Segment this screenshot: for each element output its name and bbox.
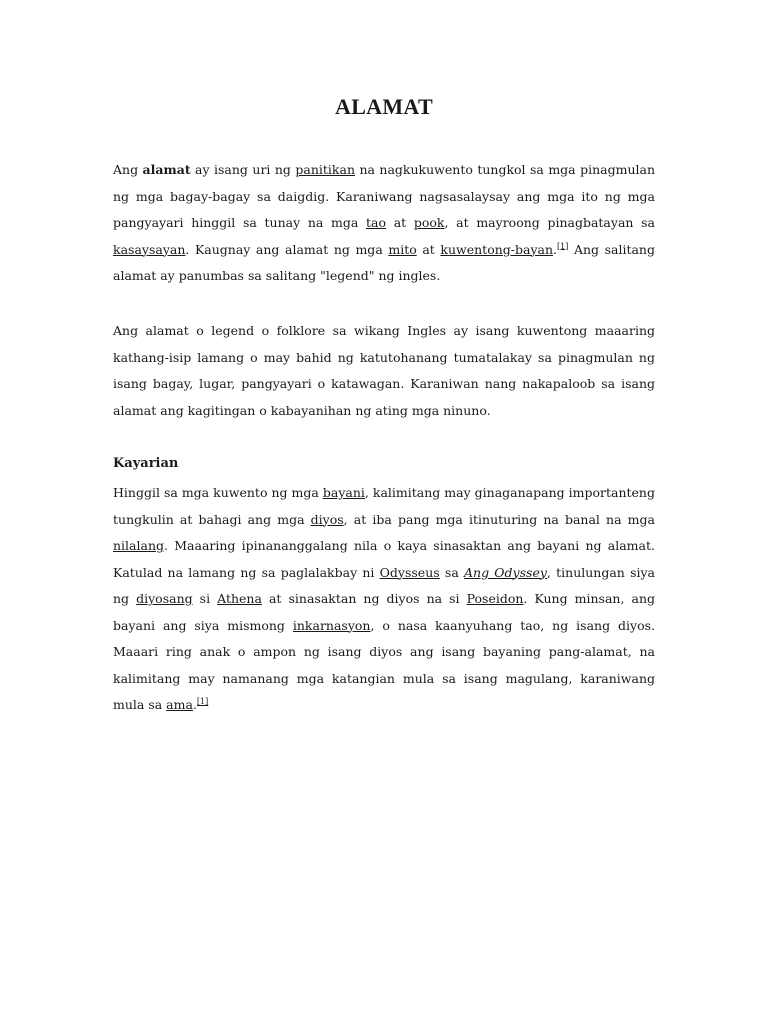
text-segment: sa [439, 564, 464, 580]
page-title: ALAMAT [335, 94, 433, 119]
text-segment: si [192, 591, 218, 606]
text-segment: . Maaaring ipinananggalang nila o kaya sinasaktan ang bayani ng alamat. Katulad na lamang ng sa paglalakbay ni [113, 538, 655, 580]
text-segment: at [386, 215, 414, 230]
text-segment: Ang salitang alamat ay panumbas sa salitang "legend" ng ingles. [113, 241, 655, 283]
text-segment: ay isang uri ng [190, 162, 296, 177]
link-kuwentong-bayan[interactable]: kuwentong-bayan [440, 241, 554, 257]
link-nilalang[interactable]: nilalang [113, 538, 165, 553]
link-diyosang[interactable]: diyosang [136, 591, 193, 606]
link-ama[interactable]: ama [166, 697, 193, 712]
link-odysseus[interactable]: Odysseus [379, 564, 440, 580]
text-segment: , tinulungan siya ng [113, 564, 656, 606]
link-panitikan[interactable]: panitikan [295, 162, 355, 177]
text-segment: Hinggil sa mga kuwento ng mga [113, 485, 323, 500]
text-segment: Ang [113, 162, 143, 177]
text-segment: . Kung minsan, ang bayani ang siya mismong [113, 591, 655, 633]
intro-paragraph [113, 157, 655, 290]
text-segment: , o nasa kaanyuhang tao, ng isang diyos. Maaari ring anak o ampon ng isang diyos ang isang bayaning pang-alamat, na kalimitang may namanang mga katangian mula sa isang magulang, karaniwang mula sa [113, 617, 655, 712]
definition-paragraph: Ang alamat o legend o folklore sa wikang Ingles ay isang kuwentong maaaring kathang-isip lamang o may bahid ng katutohanang tumatalakay sa pinagmulan ng isang bagay, lugar, pangyayari o katawagan. Karaniwan nang nakapaloob sa isang alamat ang kagitingan o kabayanihan ng ating mga ninuno. [113, 323, 655, 418]
bold-term-alamat: alamat [142, 162, 191, 177]
link-mito[interactable]: mito [388, 241, 417, 257]
link-ang-odyssey[interactable]: Ang Odyssey [464, 564, 547, 580]
text-segment: . Kaugnay ang alamat ng mga [185, 241, 389, 257]
link-poseidon[interactable]: Poseidon [466, 591, 524, 606]
link-kasaysayan[interactable]: kasaysayan [113, 241, 186, 257]
link-diyos[interactable]: diyos [310, 511, 344, 527]
text-segment: at sinasaktan ng diyos na si [261, 591, 467, 606]
text-segment: , at iba pang mga itinuturing na banal na mga [343, 511, 655, 527]
reference-link[interactable]: [1] [196, 696, 209, 706]
text-segment: , kalimitang may ginaganapang importanteng tungkulin at bahagi ang mga [113, 485, 655, 527]
text-segment: , at mayroong pinagbatayan sa [444, 215, 655, 230]
section-heading-kayarian: Kayarian [113, 456, 179, 471]
link-pook[interactable]: pook [413, 215, 445, 230]
kayarian-paragraph [113, 480, 655, 719]
text-segment: at [416, 241, 441, 257]
link-bayani[interactable]: bayani [322, 485, 365, 500]
text-segment: . [192, 697, 197, 712]
text-segment: na nagkukuwento tungkol sa mga pinagmulan ng mga bagay-bagay sa daigdig. Karaniwang nagsasalaysay ang mga ito ng mga pangyayari hinggil sa tunay na mga [113, 162, 655, 230]
link-athena[interactable]: Athena [217, 591, 262, 606]
reference-link[interactable]: [1] [557, 241, 569, 251]
link-tao[interactable]: tao [366, 215, 387, 230]
text-segment: . [553, 241, 558, 257]
link-inkarnasyon[interactable]: inkarnasyon [292, 617, 371, 633]
